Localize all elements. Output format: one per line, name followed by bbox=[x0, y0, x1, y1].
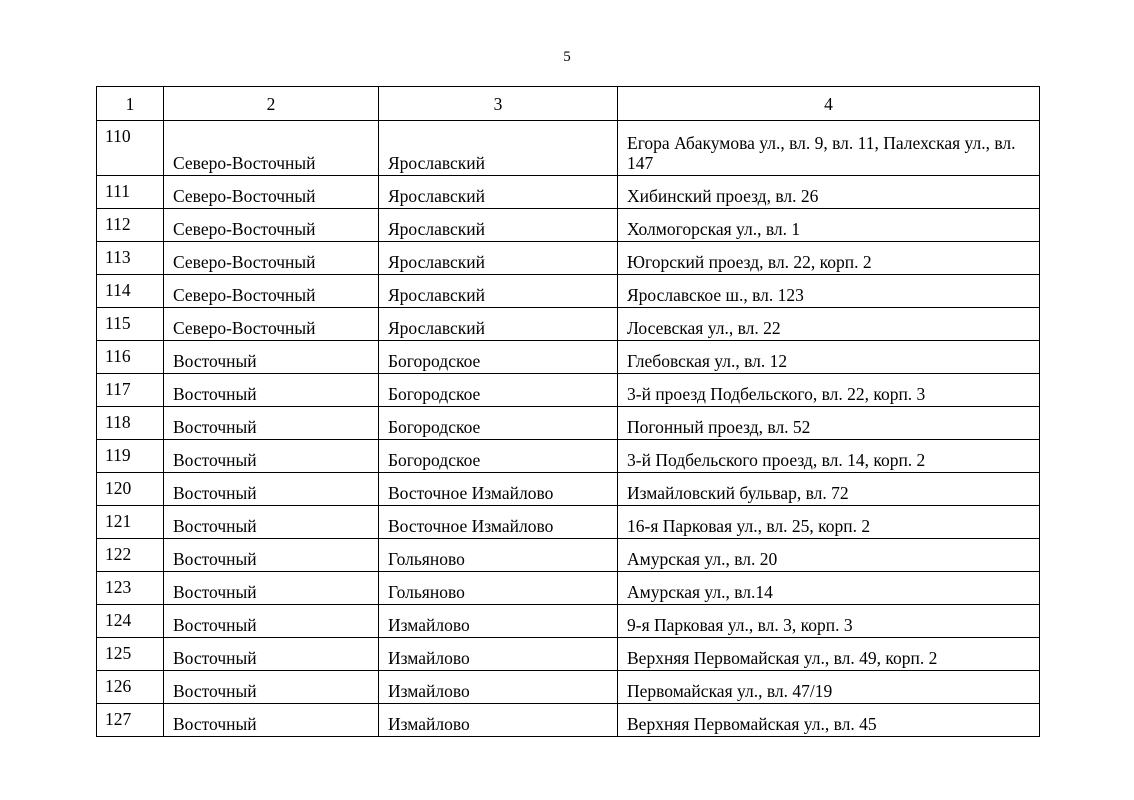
column-header-1: 1 bbox=[97, 87, 164, 121]
area-cell: Гольяново bbox=[379, 572, 618, 605]
area-cell: Измайлово bbox=[379, 638, 618, 671]
row-number: 120 bbox=[97, 473, 164, 506]
row-number: 122 bbox=[97, 539, 164, 572]
district-cell: Восточный bbox=[164, 341, 379, 374]
table-row bbox=[97, 176, 1040, 209]
address-cell: 3-й Подбельского проезд, вл. 14, корп. 2 bbox=[618, 440, 1040, 473]
table-row bbox=[97, 473, 1040, 506]
district-cell: Восточный bbox=[164, 605, 379, 638]
area-cell: Измайлово bbox=[379, 605, 618, 638]
area-cell: Ярославский bbox=[379, 275, 618, 308]
district-cell: Северо-Восточный bbox=[164, 209, 379, 242]
table-row bbox=[97, 374, 1040, 407]
address-cell: 9-я Парковая ул., вл. 3, корп. 3 bbox=[618, 605, 1040, 638]
table-row bbox=[97, 605, 1040, 638]
area-cell: Восточное Измайлово bbox=[379, 473, 618, 506]
area-cell: Богородское bbox=[379, 374, 618, 407]
district-cell: Восточный bbox=[164, 638, 379, 671]
table-row bbox=[97, 275, 1040, 308]
table-row bbox=[97, 671, 1040, 704]
area-cell: Богородское bbox=[379, 341, 618, 374]
address-cell: Хибинский проезд, вл. 26 bbox=[618, 176, 1040, 209]
table-header bbox=[97, 87, 1040, 121]
header-row bbox=[97, 87, 1040, 121]
row-number: 123 bbox=[97, 572, 164, 605]
district-cell: Северо-Восточный bbox=[164, 275, 379, 308]
row-number: 116 bbox=[97, 341, 164, 374]
table-row bbox=[97, 638, 1040, 671]
row-number: 117 bbox=[97, 374, 164, 407]
address-cell: Югорский проезд, вл. 22, корп. 2 bbox=[618, 242, 1040, 275]
page-number: 5 bbox=[563, 49, 571, 65]
district-cell: Восточный bbox=[164, 440, 379, 473]
column-header-4: 4 bbox=[618, 87, 1040, 121]
table-row bbox=[97, 506, 1040, 539]
area-cell: Ярославский bbox=[379, 209, 618, 242]
address-cell: Глебовская ул., вл. 12 bbox=[618, 341, 1040, 374]
area-cell: Гольяново bbox=[379, 539, 618, 572]
area-cell: Измайлово bbox=[379, 671, 618, 704]
address-cell: 16-я Парковая ул., вл. 25, корп. 2 bbox=[618, 506, 1040, 539]
address-cell: Первомайская ул., вл. 47/19 bbox=[618, 671, 1040, 704]
district-cell: Восточный bbox=[164, 374, 379, 407]
address-cell: Лосевская ул., вл. 22 bbox=[618, 308, 1040, 341]
row-number: 114 bbox=[97, 275, 164, 308]
table-row bbox=[97, 572, 1040, 605]
area-cell: Измайлово bbox=[379, 704, 618, 737]
row-number: 111 bbox=[97, 176, 164, 209]
row-number: 121 bbox=[97, 506, 164, 539]
row-number: 126 bbox=[97, 671, 164, 704]
address-table bbox=[96, 86, 1040, 737]
area-cell: Ярославский bbox=[379, 242, 618, 275]
table-row bbox=[97, 704, 1040, 737]
district-cell: Восточный bbox=[164, 671, 379, 704]
table-body bbox=[97, 121, 1040, 737]
row-number: 127 bbox=[97, 704, 164, 737]
row-number: 119 bbox=[97, 440, 164, 473]
area-cell: Ярославский bbox=[379, 308, 618, 341]
address-cell: 3-й проезд Подбельского, вл. 22, корп. 3 bbox=[618, 374, 1040, 407]
table-row bbox=[97, 308, 1040, 341]
address-cell: Верхняя Первомайская ул., вл. 45 bbox=[618, 704, 1040, 737]
district-cell: Восточный bbox=[164, 506, 379, 539]
column-header-3: 3 bbox=[379, 87, 618, 121]
district-cell: Восточный bbox=[164, 704, 379, 737]
column-header-2: 2 bbox=[164, 87, 379, 121]
area-cell: Богородское bbox=[379, 440, 618, 473]
table-row bbox=[97, 121, 1040, 176]
district-cell: Восточный bbox=[164, 572, 379, 605]
address-cell: Ярославское ш., вл. 123 bbox=[618, 275, 1040, 308]
district-cell: Северо-Восточный bbox=[164, 242, 379, 275]
table-row bbox=[97, 242, 1040, 275]
area-cell: Богородское bbox=[379, 407, 618, 440]
district-cell: Восточный bbox=[164, 539, 379, 572]
table-row bbox=[97, 539, 1040, 572]
address-cell: Амурская ул., вл.14 bbox=[618, 572, 1040, 605]
table-row bbox=[97, 407, 1040, 440]
district-cell: Восточный bbox=[164, 407, 379, 440]
district-cell: Северо-Восточный bbox=[164, 308, 379, 341]
row-number: 115 bbox=[97, 308, 164, 341]
table-row bbox=[97, 209, 1040, 242]
area-cell: Ярославский bbox=[379, 176, 618, 209]
district-cell: Северо-Восточный bbox=[164, 176, 379, 209]
address-cell: Егора Абакумова ул., вл. 9, вл. 11, Палехская ул., вл. 147 bbox=[618, 121, 1040, 176]
row-number: 125 bbox=[97, 638, 164, 671]
address-cell: Амурская ул., вл. 20 bbox=[618, 539, 1040, 572]
row-number: 110 bbox=[97, 121, 164, 176]
district-cell: Северо-Восточный bbox=[164, 121, 379, 176]
row-number: 112 bbox=[97, 209, 164, 242]
area-cell: Ярославский bbox=[379, 121, 618, 176]
table-row bbox=[97, 440, 1040, 473]
address-cell: Холмогорская ул., вл. 1 bbox=[618, 209, 1040, 242]
row-number: 124 bbox=[97, 605, 164, 638]
address-cell: Измайловский бульвар, вл. 72 bbox=[618, 473, 1040, 506]
area-cell: Восточное Измайлово bbox=[379, 506, 618, 539]
row-number: 113 bbox=[97, 242, 164, 275]
address-cell: Верхняя Первомайская ул., вл. 49, корп. 2 bbox=[618, 638, 1040, 671]
district-cell: Восточный bbox=[164, 473, 379, 506]
table-row bbox=[97, 341, 1040, 374]
address-cell: Погонный проезд, вл. 52 bbox=[618, 407, 1040, 440]
row-number: 118 bbox=[97, 407, 164, 440]
